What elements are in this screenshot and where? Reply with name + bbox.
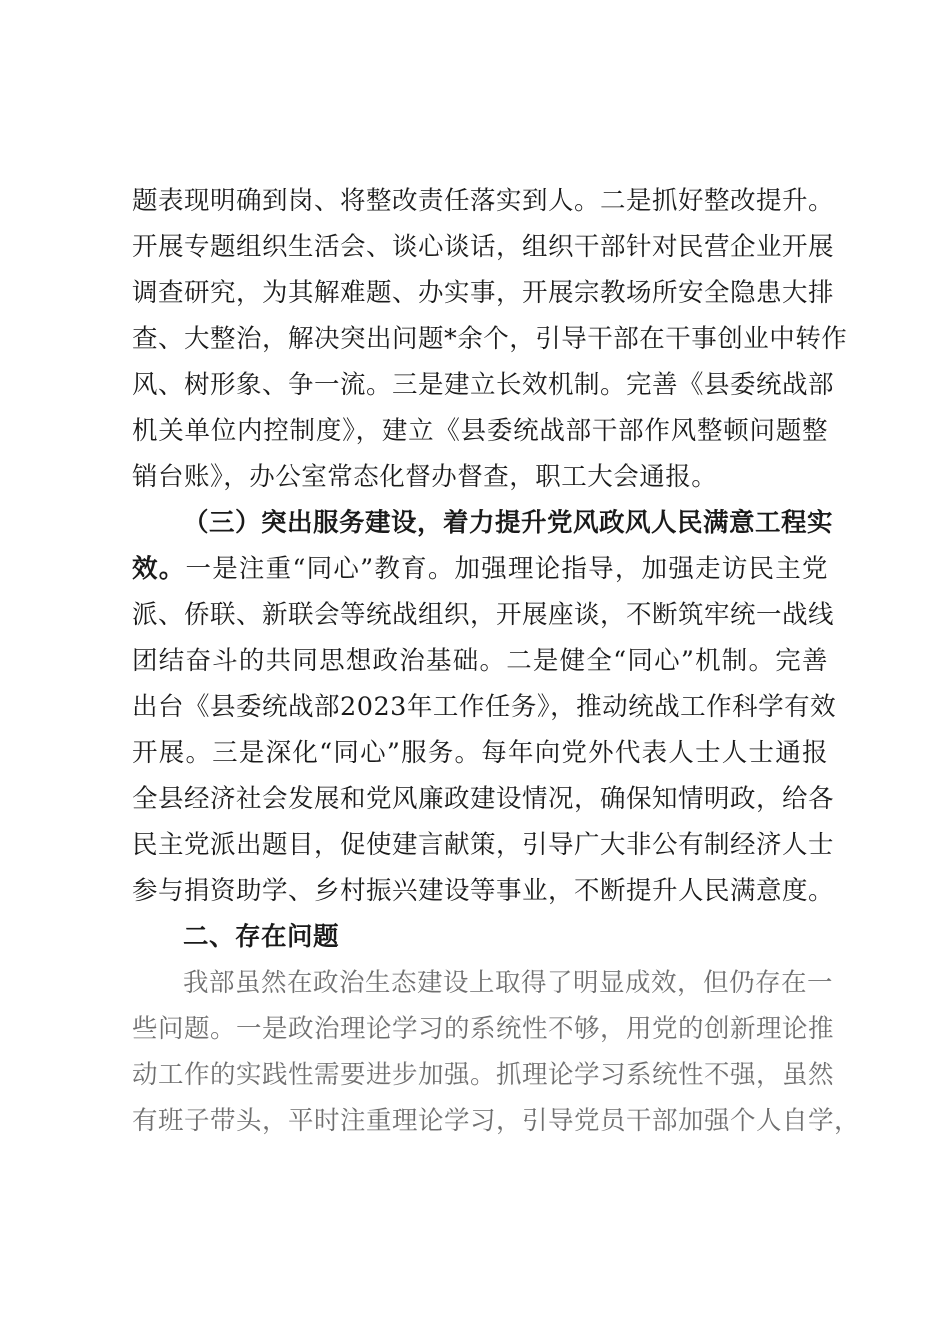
text-line: 机关单位内控制度》，建立《县委统战部干部作风整顿问题整 xyxy=(132,416,828,446)
part-2-paragraph xyxy=(132,960,861,1144)
text-line: 参与捐资助学、乡村振兴建设等事业，不断提升人民满意度。 xyxy=(132,876,835,906)
text-line: 民主党派出题目，促使建言献策，引导广大非公有制经济人士 xyxy=(132,830,835,860)
section-3-first-line: 一是注重“同心”教育。加强理论指导，加强走访民主党 xyxy=(185,554,828,584)
text-line: 开展专题组织生活会、谈心谈话，组织干部针对民营企业开展 xyxy=(132,232,835,262)
text-line: 全县经济社会发展和党风廉政建设情况，确保知情明政，给各 xyxy=(132,784,835,814)
text-line: 出台《县委统战部2023年工作任务》，推动统战工作科学有效 xyxy=(132,692,837,722)
section-3-heading-tail: 效。 xyxy=(132,554,186,584)
part-2-heading: 二、存在问题 xyxy=(183,922,340,952)
text-line: 销台账》，办公室常态化督办督查，职工大会通报。 xyxy=(132,462,718,492)
text-line: 题表现明确到岗、将整改责任落实到人。二是抓好整改提升。 xyxy=(132,186,835,216)
text-line: 团结奋斗的共同思想政治基础。二是健全“同心”机制。完善 xyxy=(132,646,828,676)
text-line: 开展。三是深化“同心”服务。每年向党外代表人士人士通报 xyxy=(132,738,828,768)
text-line: 风、树形象、争一流。三是建立长效机制。完善《县委统战部 xyxy=(132,370,835,400)
text-line: 我部虽然在政治生态建设上取得了明显成效，但仍存在一 xyxy=(183,968,834,998)
text-line: 有班子带头，平时注重理论学习，引导党员干部加强个人自学， xyxy=(132,1106,861,1136)
continuation-paragraph xyxy=(132,178,848,500)
text-line xyxy=(132,546,828,592)
text-line: 查、大整治，解决突出问题*余个，引导干部在干事创业中转作 xyxy=(132,324,848,354)
section-3-heading: （三）突出服务建设，着力提升党风政风人民满意工程实 xyxy=(183,508,834,538)
document-page xyxy=(132,178,861,1144)
text-line: 些问题。一是政治理论学习的系统性不够，用党的创新理论推 xyxy=(132,1014,835,1044)
text-line: 调查研究，为其解难题、办实事，开展宗教场所安全隐患大排 xyxy=(132,278,835,308)
text-line: 派、侨联、新联会等统战组织，开展座谈，不断筑牢统一战线 xyxy=(132,600,835,630)
text-line: 动工作的实践性需要进步加强。抓理论学习系统性不强，虽然 xyxy=(132,1060,835,1090)
section-3-paragraph xyxy=(132,500,837,914)
